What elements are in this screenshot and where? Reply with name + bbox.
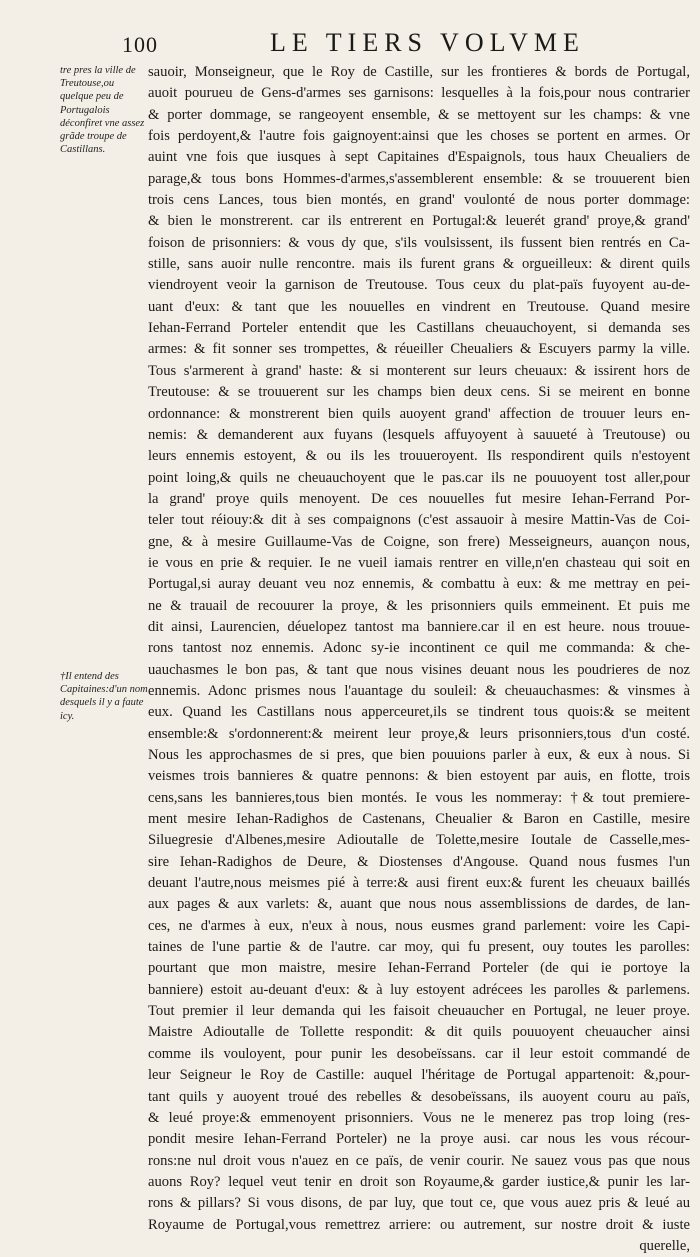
text-line: veismes trois bannieres & quatre pennons: & bien estoyent par auis, en flotte, trois bbox=[148, 768, 690, 785]
text-line: comme ils vouloyent, pour punir les desobeïssans. car il leur estoit commandé de bbox=[148, 1045, 690, 1062]
text-line: Maistre Adioutalle de Tollette respondit: & dit quils pouuoyent cheuaucher ainsi bbox=[148, 1024, 690, 1041]
text-line: Tous s'armerent à grand' haste: & si monterent sur leurs cheuaux: & issirent hors de bbox=[148, 362, 690, 379]
text-line: trois cens Lances, tous bien montés, en grand' voulonté de nous porter dommage: bbox=[148, 192, 690, 209]
text-line: tant quils y auoyent troué des rebelles & desobeïssans, ils auoyent couru au païs, bbox=[148, 1088, 690, 1105]
text-line: aux pages & aux varlets: &, auant que nous nous assemblissions de dardes, de lan- bbox=[148, 896, 690, 913]
text-line: parage,& tous bons Hommes-d'armes,s'assemblerent ensemble: & se trouuerent bien bbox=[148, 170, 690, 187]
text-line: foison de prisonniers: & vous dy que, s'ils voulsissent, ils fussent bien rentrés en Ca- bbox=[148, 234, 690, 251]
text-line: banniere) estoit au-deuant d'eux: & à luy estoyent adrécees les parolles & parlemens. bbox=[148, 981, 690, 998]
text-line: uant d'eux: & tant que les nouuelles en vindrent en Treutouse. Quand mesire bbox=[148, 298, 690, 315]
text-line: ne & trauail de recouurer la proye, & les prisonniers quils emmeinent. Et puis me bbox=[148, 597, 690, 614]
text-line: ment mesire Iehan-Radighos de Castenans, Cheualier & Baron en Castille, mesire bbox=[148, 811, 690, 828]
text-line: deuant l'autre,nous meismes pié à terre:& ausi firent eux:& furent les cheuaux baillés bbox=[148, 875, 690, 892]
text-line: Tout premier il leur demanda qui les faisoit cheuaucher en Portugal, ne leuer proye. bbox=[148, 1003, 690, 1020]
text-line: Portugal,si auray deuant veu noz ennemis, & combattu à eux: & me mettray en pei- bbox=[148, 576, 690, 593]
text-line: eux. Quand les Castillans nous apperceuret,ils se tindrent tous quois:& se meitent bbox=[148, 704, 690, 721]
text-line: Treutouse: & se trouuerent sur les champs bien deux cens. Si se meirent en bonne bbox=[148, 384, 690, 401]
text-line: rons & pillars? Si vous disons, de par luy, que tout ce, que vous auez pris & leué au bbox=[148, 1195, 690, 1212]
running-head: LE TIERS VOLVME bbox=[270, 28, 585, 57]
text-line: auoit pourueu de Gens-d'armes ses garnisons: lesquelles à la fois,pour nous contrarier bbox=[148, 85, 690, 102]
text-line: & leué proye:& emmenoyent prisonniers. Vous ne le menerez pas trop loing (res- bbox=[148, 1109, 690, 1126]
text-line: Nous les approchasmes de si pres, que bien pouuions parler à eux, & eux à nous. Si bbox=[148, 747, 690, 763]
text-line: ces, ne d'armes à eux, n'eux à nous, nous eusmes grand parlement: voire les Capi- bbox=[148, 917, 690, 934]
text-line: fois perdoyent,& l'autre fois gaignoyent:ainsi que les choses se portent en armes. Or bbox=[148, 128, 690, 145]
text-line: sire Iehan-Radighos de Deure, & Diostenses d'Angouse. Quand nous fusmes l'un bbox=[148, 853, 690, 870]
text-line: dit ainsi, Laurencien, déuelopez tantost ma banniere.car il en est heure. nous trouue- bbox=[148, 618, 690, 635]
text-line: pourtant que mon maistre, mesire Iehan-Ferrand Porteler (de qui ie portoye la bbox=[148, 960, 690, 977]
text-line: Iehan-Ferrand Porteler entendit que les Castillans cheuauchoyent, si demanda ses bbox=[148, 320, 690, 337]
text-line: ie vous en prie & requier. Ie ne vueil iamais rentrer en ville,n'en chasteau qui soit en bbox=[148, 554, 690, 571]
main-text-block bbox=[148, 62, 690, 1257]
text-line: auons Roy? lequel veut tenir en droit son Royaume,& garder iustice,& punir les lar- bbox=[148, 1173, 690, 1190]
sidenote-1: tre pres la ville de Treutouse,ou quelque peu de Portugalois déconfiret vne assez grãde troupe de Castillans. bbox=[60, 65, 145, 156]
text-line: rons:ne nul droit vous n'auez en ce païs, de venir courir. Ne sauez vous pas que nous bbox=[148, 1152, 690, 1169]
page-header bbox=[0, 26, 700, 60]
text-line: armes: & fit sonner ses trompettes, & réueiller Cheualiers & Escuyers parmy la ville. bbox=[148, 341, 690, 358]
text-line: la grand' proye quils menoyent. De ces nouuelles fut mesire Iehan-Ferrand Por- bbox=[148, 490, 690, 507]
text-line: ordonnance: & monstrerent bien quils auoyent grand' affection de trouuer leurs en- bbox=[148, 405, 690, 422]
text-line: nemis: & demanderent aux fuyans (lesquels affuyoyent à sauueté à Treutouse) ou bbox=[148, 426, 690, 443]
text-line: uauchasmes le bon pas, & tant que nous visines deuant nous les poudrieres de noz bbox=[148, 661, 690, 678]
text-line: gne, & à mesire Guillaume-Vas de Coigne, son frere) Messeigneurs, auançon nous, bbox=[148, 533, 690, 550]
text-line: stille, sans auoir nulle rencontre. mais ils furent grans & orgueilleux: & dirent quils bbox=[148, 256, 690, 273]
text-line: viendroyent veoir la garnison de Treutouse. Tous ceux du plat-païs fuyoyent au-de- bbox=[148, 277, 690, 294]
text-line: teler tout réiouy:& dit à ses compaignons (c'est assauoir à mesire Mattin-Vas de Coi- bbox=[148, 512, 690, 529]
text-line: rons tantost noz ennemis. Adonc sy-ie incontinent ce quil me commanda: & che- bbox=[148, 640, 690, 657]
text-line: ensemble:& s'ordonnerent:& meirent leur proye,& leurs prisonniers,tous d'un costé. bbox=[148, 725, 690, 742]
text-line: leurs ennemis estoyent, & ou ils les trouueroyent. Ils respondirent quils n'estoyent bbox=[148, 448, 690, 465]
text-line: Royaume de Portugal,vous remettrez arriere: ou autrement, sur nostre droit & iuste bbox=[148, 1216, 690, 1233]
text-line: pondit mesire Iehan-Ferrand Porteler) ne la proye ausi. car nous les vous récour- bbox=[148, 1131, 690, 1148]
sidenote-2: †Il entend des Capitaines:d'un nom desquels il y a faute icy. bbox=[60, 671, 148, 722]
text-line: auint vne fois que iusques à sept Capitaines d'Espaignols, tous haux Cheualiers de bbox=[148, 149, 690, 166]
text-line: cens,sans les bannieres,tous bien montés. Ie vous les nommeray: †& tout premiere- bbox=[148, 789, 690, 806]
text-line: taines de l'une partie & de l'autre. car moy, qui fu present, ouy toutes les parolles: bbox=[148, 939, 690, 956]
text-line: & bien le monstrerent. car ils entrerent en Portugal:& leuerét grand' proye,& grand' bbox=[148, 213, 690, 230]
text-line: sauoir, Monseigneur, que le Roy de Castille, sur les frontieres & bords de Portugal, bbox=[148, 64, 690, 80]
text-line: querelle, bbox=[639, 1237, 690, 1254]
text-line: leur Seigneur le Roy de Castille: auquel l'héritage de Portugal appartenoit: &,pour- bbox=[148, 1067, 690, 1084]
text-line: ennemis. Adonc prismes nous l'auantage du souleil: & cheuauchasmes: & vinsmes à bbox=[148, 682, 690, 699]
text-line: & porter dommage, se rangeoyent ensemble, & se mettoyent sur les champs: & vne bbox=[148, 106, 690, 123]
text-line: Siluegresie d'Albenes,mesire Adioutalle de Tolette,mesire Ioutale de Casselle,mes- bbox=[148, 832, 690, 849]
text-line: point loing,& quils ne cheuauchoyent que le pas.car ils ne pouuoyent tost aller,pour bbox=[148, 469, 690, 486]
page-number: 100 bbox=[122, 32, 158, 57]
